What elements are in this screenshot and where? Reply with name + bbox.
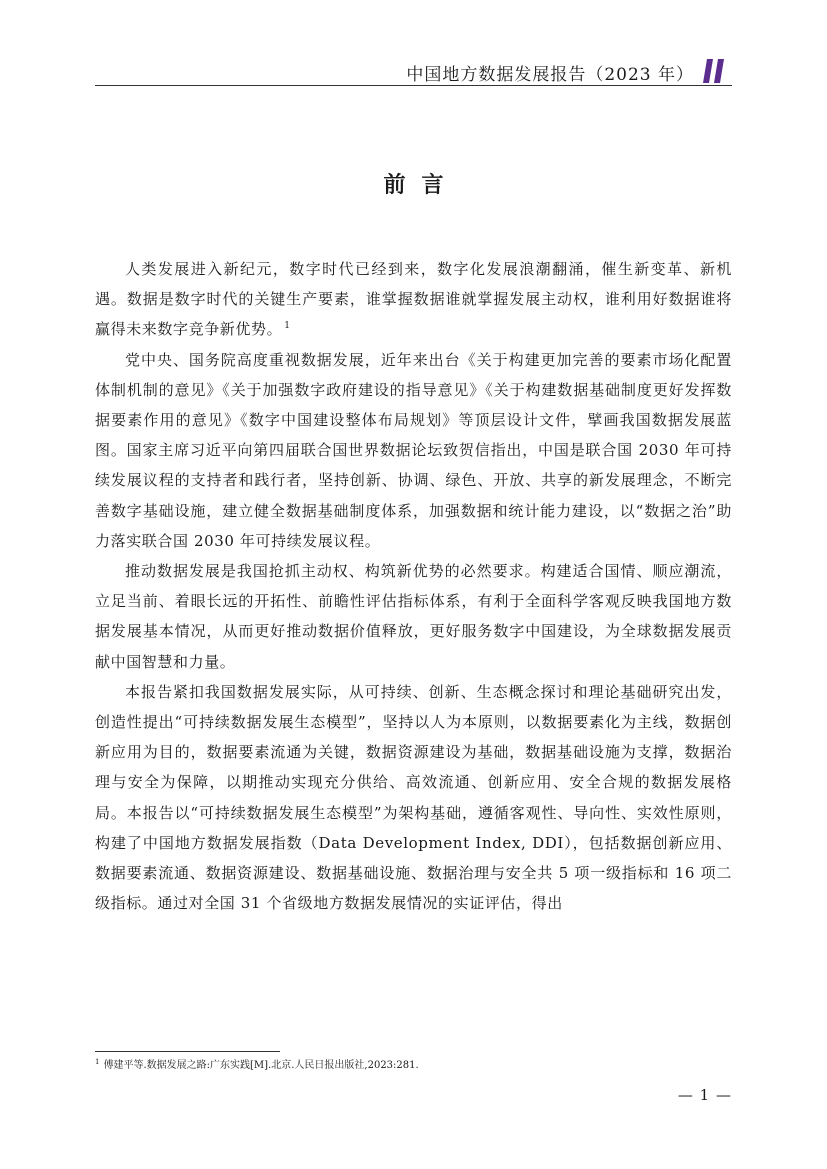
paragraph-3: 推动数据发展是我国抢抓主动权、构筑新优势的必然要求。构建适合国情、顺应潮流，立足当前、着眼长远的开拓性、前瞻性评估指标体系，有利于全面科学客观反映我国地方数据发展基本情况，从而更好推动数据价值释放，更好服务数字中国建设，为全球数据发展贡献中国智慧和力量。: [95, 562, 732, 671]
page-number: — 1 —: [677, 1086, 732, 1104]
paragraph-4: 本报告紧扣我国数据发展实际，从可持续、创新、生态概念探讨和理论基础研究出发，创造性提出“可持续数据发展生态模型”，坚持以人为本原则，以数据要素化为主线，数据创新应用为目的，数据要素流通为关键，数据资源建设为基础，数据基础设施为支撑，数据治理与安全为保障，以期推动实现充分供给、高效流通、创新应用、安全合规的数据发展格局。本报告以“可持续数据发展生态模型”为架构基础，遵循客观性、导向性、实效性原则，构建了中国地方数据发展指数（Data Development Index, DDI），包括数据创新应用、数据要素流通、数据资源建设、数据基础设施、数据治理与安全共 5 项一级指标和 16 项二级指标。通过对全国 31 个省级地方数据发展情况的实证评估，得出: [95, 682, 732, 913]
paragraph-1: [95, 254, 732, 345]
footnote: [95, 1059, 732, 1073]
header-slash-mark-icon: [702, 58, 728, 84]
footnote-rule: [95, 1051, 280, 1052]
footnote-mark: 1: [95, 1057, 100, 1066]
paragraph-2: 党中央、国务院高度重视数据发展，近年来出台《关于构建更加完善的要素市场化配置体制机制的意见》《关于加强数字政府建设的指导意见》《关于构建数据基础制度更好发挥数据要素作用的意见》《数字中国建设整体布局规划》等顶层设计文件，擘画我国数据发展蓝图。国家主席习近平向第四届联合国世界数据论坛致贺信指出，中国是联合国 2030 年可持续发展议程的支持者和践行者，坚持创新、协调、绿色、开放、共享的新发展理念，不断完善数字基础设施，建立健全数据基础制度体系，加强数据和统计能力建设，以“数据之治”助力落实联合国 2030 年可持续发展议程。: [95, 350, 732, 550]
footnote-text: 傅建平等.数据发展之路:广东实践[M].北京.人民日报出版社,2023:281.: [103, 1060, 419, 1071]
paragraph-1-text: 人类发展进入新纪元，数字时代已经到来，数字化发展浪潮翻涌，催生新变革、新机遇。数据是数字时代的关键生产要素，谁掌握数据谁就掌握发展主动权，谁利用好数据谁将赢得未来数字竞争新优势。: [95, 260, 732, 339]
footnote-reference: 1: [284, 321, 291, 332]
running-header: [95, 58, 732, 86]
body-text: [95, 254, 732, 918]
header-rule: [95, 85, 732, 86]
running-header-title: 中国地方数据发展报告（2023 年）: [406, 65, 694, 85]
page-title: 前言: [383, 172, 460, 198]
